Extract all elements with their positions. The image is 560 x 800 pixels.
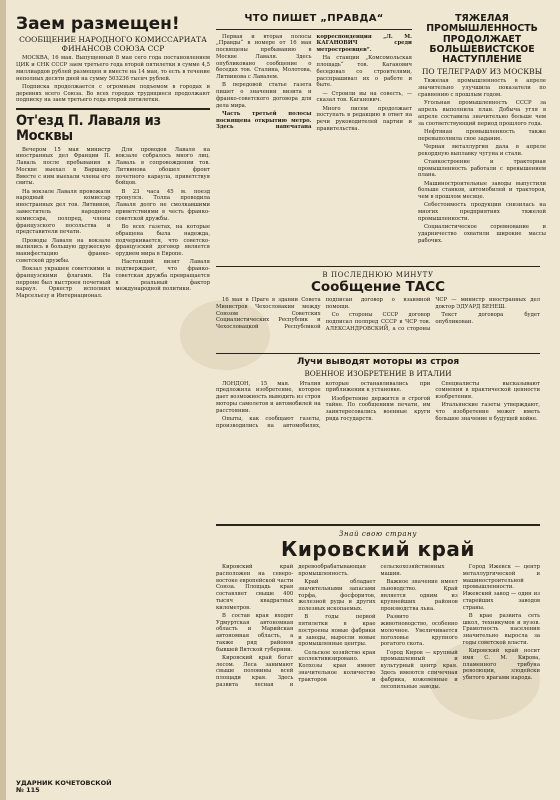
article-paragraph: Вечером 15 мая министр иностранных дел Франции П. Лаваль после пребывания в Москве выехал в Варшаву. Вместе с ним выехали члены его свиты. bbox=[16, 146, 111, 187]
article-paragraph: Край обладает значительными запасами торфа, фосфоритов, железной руды и других полезных ископаемых. bbox=[298, 579, 376, 613]
article-paragraph: Проводы Лаваля на вокзале вылились в большую дружескую манифестацию франко-советской дружбы. bbox=[16, 237, 111, 264]
article-paragraph: Опыты, как сообщают газеты, производились на автомобилях, которые останавливались при приближении к установке. bbox=[216, 380, 431, 429]
article-paragraph: Социалистическое соревнование и ударничество охватили широкие массы рабочих. bbox=[418, 224, 546, 244]
article-rays-body bbox=[216, 381, 540, 453]
article-paragraph: ЛОНДОН, 15 мая. Италия предложила изобретение, которое дает возможность выводить из строя моторы самолетов и автомобилей на расстоянии. bbox=[216, 380, 321, 414]
article-kirov-body bbox=[216, 564, 540, 784]
divider bbox=[216, 524, 540, 526]
article-paragraph: Для проводов Лаваля на вокзале собралось много лиц. Лаваль в сопровождении тов. Литвинова обошел фронт почетного караула, приветствуя бойцов. bbox=[115, 146, 210, 187]
article-paragraph: В крае развита сеть школ, техникумов и вузов. Грамотность населения значительно выросла за годы советской власти. bbox=[462, 612, 540, 646]
kirov-section bbox=[216, 520, 540, 786]
article-paragraph: В годы первой пятилетки в крае построены новые фабрики и заводы, выросли новые промышленные центры. bbox=[298, 614, 376, 648]
article-paragraph: Настоящий визит Лаваля подтверждает, что франко-советская дружба превращается в реальный фактор международной политики. bbox=[115, 259, 210, 293]
article-paragraph: Кировский край богат лесом. Леса занимают свыше половины всей площади края. Здесь развита лесная и деревообрабатывающая промышленность. bbox=[216, 564, 366, 689]
left-column bbox=[16, 14, 210, 569]
article-paragraph: Черная металлургия дала в апреле рекордную выплавку чугуна и стали. bbox=[418, 143, 546, 157]
article-paragraph: Первая и вторая полосы „Правды“ в номере от 16 мая посвящены пребыванию в Москве Лаваля. Здесь опубликовано сообщение о беседах тов. Сталина, Молотова, Литвинова с Лавалем. bbox=[216, 33, 312, 81]
article-paragraph: Станкостроение и тракторная промышленность работали с превышением плана. bbox=[418, 158, 546, 179]
article-paragraph: Специалисты высказывают сомнения в практической ценности изобретения. bbox=[435, 380, 540, 401]
article-paragraph: В состав края входят Удмуртская автономная область и Марийская автономная область, а также ряд районов бывшей Вятской губернии. bbox=[216, 612, 294, 653]
divider bbox=[216, 353, 540, 354]
headline-heavy-industry: ТЯЖЕЛАЯ ПРОМЫШЛЕННОСТЬ ПРОДОЛЖАЕТ БОЛЬШЕВИСТСКОЕ НАСТУПЛЕНИЕ bbox=[426, 13, 538, 66]
article-paragraph: Нефтяная промышленность также перевыполнила свое задание. bbox=[418, 128, 546, 142]
divider bbox=[16, 108, 210, 110]
article-paragraph: Город Киров — крупный промышленный и культурный центр края. Здесь имеются спичечная фабрика, кожевенные и лесопильные заводы. bbox=[380, 649, 458, 690]
section-kicker: В ПОСЛЕДНЮЮ МИНУТУ bbox=[322, 271, 434, 279]
article-paragraph: Много писем продолжает поступать в редакцию в ответ на речи руководителей партии и правительства. bbox=[316, 105, 412, 132]
footer-issue-number: № 115 bbox=[16, 785, 40, 794]
headline-pravda-writes: ЧТО ПИШЕТ „ПРАВДА“ bbox=[244, 13, 384, 24]
footer-title: УДАРНИК КОЧЕТОВСКОЙ bbox=[16, 778, 112, 787]
subhead-military-invention: ВОЕННОЕ ИЗОБРЕТЕНИЕ В ИТАЛИИ bbox=[304, 368, 452, 378]
article-paragraph: — Строили вы на совесть, — сказал тов. Каганович. bbox=[316, 90, 412, 104]
article-paragraph: Сельское хозяйство края коллективизировано. Колхозы края имеют значительное количество тракторов и сельскохозяйственных машин. bbox=[298, 564, 445, 683]
headline-tass-report: Сообщение ТАСС bbox=[310, 279, 446, 295]
article-paragraph: В 23 часа 45 м. поезд тронулся. Толпа проводила Лаваля долго не смолкавшими приветствиями в честь франко-советской дружбы. bbox=[115, 188, 210, 222]
dateline: ПО ТЕЛЕГРАФУ ИЗ МОСКВЫ bbox=[421, 66, 543, 76]
article-paragraph: В передовой статье газета пишет о значении визита и франко-советского договора для дела мира. bbox=[216, 82, 312, 109]
article-paragraph: Подписка продолжается с огромным подъемом в городах и деревнях всего Союза. Во всех городах трудящиеся продолжают подписку на заем третьего года второй пятилетки. bbox=[16, 83, 210, 104]
article-paragraph: Кировский край носит имя С. М. Кирова, пламенного трибуна революции, злодейски убитого врагами народа. bbox=[462, 648, 540, 682]
article-paragraph: Часть третьей полосы посвящена открытию метро. Здесь напечатана корреспонденция „Л. М. КАГАНОВИЧ среди метростроевцев“. bbox=[216, 33, 412, 131]
article-paragraph: Себестоимость продукции снизилась на многих предприятиях тяжелой промышленности. bbox=[418, 202, 546, 222]
article-paragraph: Развито животноводство, особенно молочное. Увеличивается поголовье крупного рогатого скота. bbox=[380, 614, 458, 648]
article-tass-body bbox=[216, 297, 540, 349]
article-paragraph: Во всех газетах, на которые обращена была надежда, подчеркивается, что советско-французский договор является орудием мира в Европе. bbox=[115, 224, 210, 258]
article-paragraph: Итальянские газеты утверждают, что изобретение может иметь большое значение в будущей войне. bbox=[435, 402, 540, 422]
headline-loan-placed: Заем размещен! bbox=[16, 14, 180, 34]
headline-rays-disable-motors: Лучи выводят моторы из строя bbox=[296, 357, 460, 368]
divider bbox=[216, 266, 540, 267]
article-loan-body bbox=[16, 55, 210, 104]
article-paragraph: Со стороны СССР договор подписал полпред СССР в ЧСР тов. АЛЕКСАНДРОВСКИЙ, а со стороны ЧСР — министр иностранных дел доктор ЭДУАРД БЕНЕШ. bbox=[325, 297, 540, 332]
divider bbox=[216, 29, 412, 30]
article-paragraph: Машиностроительные заводы выпустили больше станков, автомобилей и тракторов, чем в прошлом месяце. bbox=[418, 180, 546, 201]
headline-kirov-krai: Кировский край bbox=[281, 537, 475, 561]
article-paragraph: Важное значение имеет льноводство. Край является одним из крупнейших районов производства льна. bbox=[380, 579, 458, 613]
newspaper-footer bbox=[16, 780, 112, 794]
article-laval-body bbox=[16, 147, 210, 567]
article-paragraph: Город Ижевск — центр металлургической и машиностроительной промышленности. Ижевский завод — один из старейших заводов страны. bbox=[462, 564, 540, 611]
article-paragraph: Тяжелая промышленность в апреле значительно улучшила показатели по сравнению с прошлым годом. bbox=[418, 78, 546, 98]
article-paragraph: Кировский край расположен на северо-востоке европейской части Союза. Площадь края составляет свыше 400 тысяч квадратных километров. bbox=[216, 564, 294, 611]
article-paragraph: МОСКВА, 16 мая. Выпущенный 8 мая сего года постановлением ЦИК и СНК СССР заем третьего года второй пятилетки в сумме 4,5 миллиардов рублей размещен и вместе на 14 мая, то есть в течение неполных десяти дней на сумму 503236 тысяч рублей. bbox=[16, 55, 210, 82]
headline-laval-departure: От'езд П. Лаваля из Москвы bbox=[16, 113, 161, 145]
section-kicker: Знай свою страну bbox=[339, 530, 417, 538]
article-paragraph: Угольная промышленность СССР за апрель выполнила план. Добыча угля в апреле составила значительно больше чем за соответствующий период прошлого года. bbox=[418, 100, 546, 127]
subhead-finance-report: СООБЩЕНИЕ НАРОДНОГО КОМИССАРИАТА ФИНАНСОВ СОЮЗА ССР bbox=[19, 34, 207, 53]
late-news-block bbox=[216, 262, 540, 455]
article-paragraph: 16 мая в Праге в здании Совета Министров Чехословакии между Союзом Советских Социалистических Республик и Чехословацкой Республикой подписан договор о взаимной помощи. bbox=[216, 297, 431, 331]
article-paragraph: Вокзал украшен советскими и французскими флагами. На перроне был выстроен почетный караул. Оркестр исполнил Марсельезу и Интернационал. bbox=[16, 266, 111, 300]
article-paragraph: Изобретение держится в строгой тайне. По сообщениям печати, им заинтересовались военные круги ряда государств. bbox=[325, 395, 431, 422]
article-paragraph: На станции „Комсомольская площадь“ тов. Каганович беседовал со строителями, расспрашивал их о работе и быте. bbox=[316, 55, 412, 89]
article-paragraph: Текст договора будет опубликован. bbox=[435, 312, 540, 325]
article-pravda-body bbox=[216, 34, 412, 264]
article-paragraph: На вокзале Лаваля провожали народный комиссар иностранных дел тов. Литвинов, заместитель народного комиссара, полпред, члены французского посольства и представители печати. bbox=[16, 188, 111, 236]
